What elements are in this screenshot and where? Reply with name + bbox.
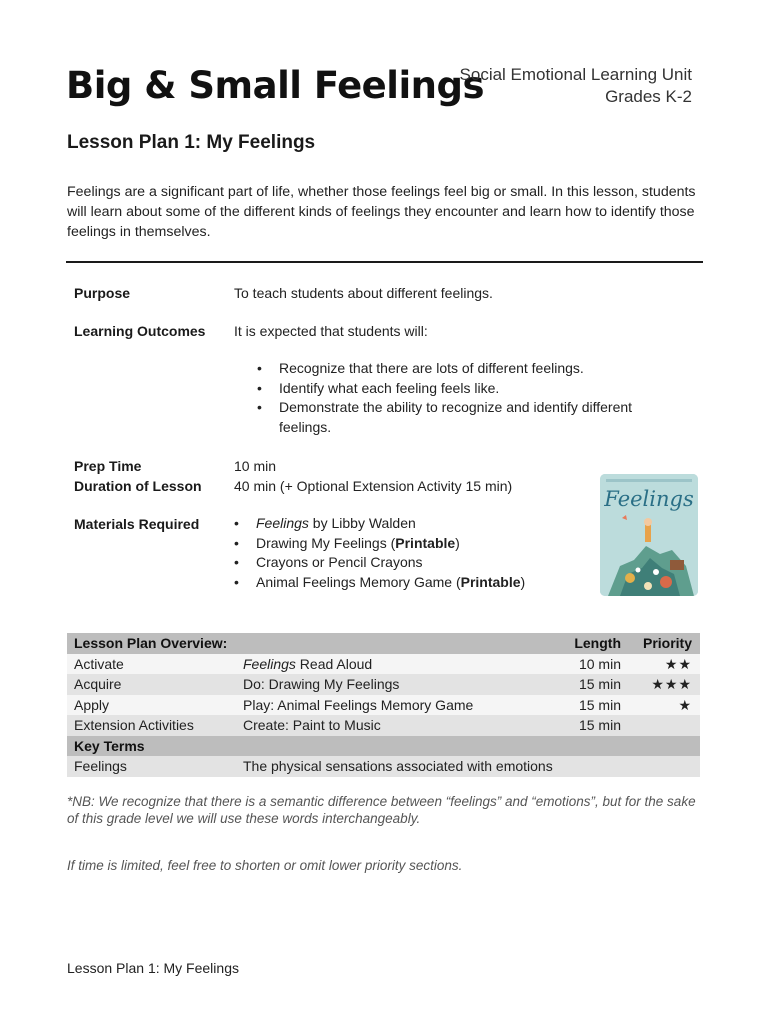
outcome-item: • Demonstrate the ability to recognize and identify different feelings.: [279, 398, 659, 437]
materials-list: [256, 514, 586, 592]
book-cover-title: Feelings: [604, 487, 694, 511]
table-header-row: [67, 633, 700, 654]
material-item: • Drawing My Feelings (Printable): [256, 534, 586, 554]
overview-title: Lesson Plan Overview:: [67, 633, 236, 654]
unit-name: Social Emotional Learning Unit: [459, 65, 692, 84]
length-header: Length: [564, 633, 621, 654]
priority-stars: [621, 715, 700, 736]
outcomes-label: Learning Outcomes: [74, 323, 206, 339]
material-item: • Crayons or Pencil Crayons: [256, 553, 586, 573]
outcomes-intro: It is expected that students will:: [234, 323, 428, 339]
material-item: • Animal Feelings Memory Game (Printable): [256, 573, 586, 593]
priority-stars: ★★★: [621, 674, 700, 695]
material-item: • Feelings by Libby Walden: [256, 514, 586, 534]
purpose-text: To teach students about different feelings.: [234, 285, 493, 301]
prep-time-value: 10 min: [234, 458, 277, 474]
terminology-note: *NB: We recognize that there is a semantic difference between “feelings” and “emotions”, but for the sake of this grade level we will use these words interchangeably.: [67, 794, 696, 826]
outcome-item: • Recognize that there are lots of different feelings.: [279, 359, 659, 379]
priority-header: Priority: [621, 633, 700, 654]
table-row: [67, 756, 700, 777]
intro-paragraph: Feelings are a significant part of life, whether those feelings feel big or small. In this lesson, students will learn about some of the different kinds of feelings they encounter and learn how to identify those feelings in themselves.: [67, 184, 696, 240]
section-divider: [66, 261, 703, 263]
document-title: Big & Small Feelings: [66, 64, 484, 107]
priority-stars: ★: [621, 695, 700, 716]
duration-label: Duration of Lesson: [74, 478, 202, 494]
unit-info: [460, 64, 692, 108]
table-row: Activate Feelings Read Aloud 10 min ★★: [67, 654, 700, 675]
term-definition: The physical sensations associated with emotions: [236, 756, 564, 777]
outcomes-list: [279, 359, 659, 437]
grade-level: Grades K-2: [605, 87, 692, 106]
purpose-label: Purpose: [74, 285, 131, 301]
outcome-item: • Identify what each feeling feels like.: [279, 379, 659, 399]
priority-stars: ★★: [621, 654, 700, 675]
lesson-overview-table: [67, 633, 700, 777]
table-row: Apply Play: Animal Feelings Memory Game 15 min ★: [67, 695, 700, 716]
table-row: Extension Activities Create: Paint to Music 15 min: [67, 715, 700, 736]
time-note: If time is limited, feel free to shorten or omit lower priority sections.: [67, 858, 463, 873]
materials-label: Materials Required: [74, 516, 200, 532]
table-row: Acquire Do: Drawing My Feelings 15 min ★★★: [67, 674, 700, 695]
duration-value: 40 min (+ Optional Extension Activity 15 min): [234, 478, 513, 494]
key-terms-header-row: [67, 736, 700, 757]
book-cover-image: [600, 474, 698, 596]
prep-time-label: Prep Time: [74, 458, 142, 474]
term: Feelings: [67, 756, 236, 777]
book-cover-illustration: [600, 474, 698, 596]
page-footer: Lesson Plan 1: My Feelings: [67, 960, 239, 976]
key-terms-header: Key Terms: [67, 736, 236, 757]
lesson-heading: Lesson Plan 1: My Feelings: [67, 132, 316, 153]
